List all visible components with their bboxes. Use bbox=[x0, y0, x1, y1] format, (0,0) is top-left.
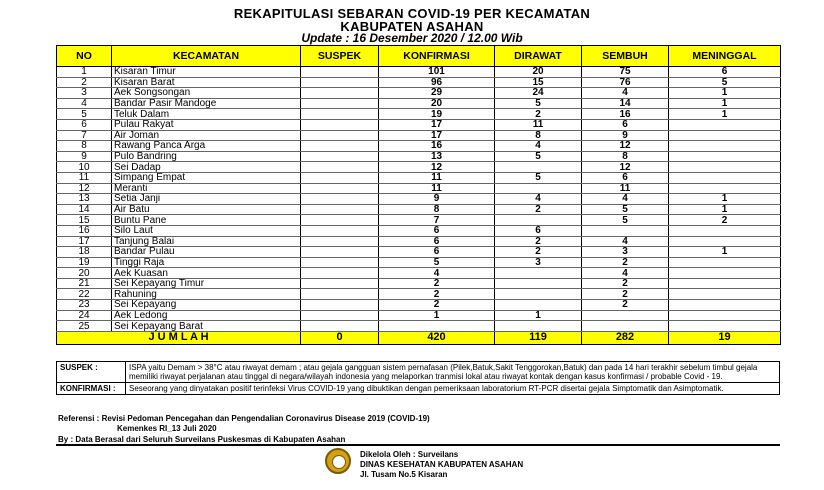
cell-meninggal bbox=[669, 268, 781, 279]
cell-kecamatan: Rawang Panca Arga bbox=[112, 141, 301, 152]
cell-suspek bbox=[301, 268, 379, 279]
table-row bbox=[57, 278, 781, 289]
table-row bbox=[57, 310, 781, 321]
cell-kecamatan: Kisaran Barat bbox=[112, 77, 301, 88]
cell-dirawat: 1 bbox=[495, 310, 582, 321]
table-row bbox=[57, 257, 781, 268]
update-timestamp: Update : 16 Desember 2020 / 12.00 Wib bbox=[301, 31, 523, 45]
cell-suspek bbox=[301, 77, 379, 88]
cell-dirawat: 5 bbox=[495, 172, 582, 183]
cell-suspek bbox=[301, 141, 379, 152]
cell-sembuh: 16 bbox=[582, 109, 669, 120]
cell-dirawat: 4 bbox=[495, 194, 582, 205]
cell-suspek bbox=[301, 194, 379, 205]
cell-no: 9 bbox=[57, 151, 112, 162]
table-row bbox=[57, 77, 781, 88]
table-row bbox=[57, 151, 781, 162]
cell-suspek bbox=[301, 119, 379, 130]
cell-kecamatan: Tinggi Raja bbox=[112, 257, 301, 268]
cell-sembuh: 8 bbox=[582, 151, 669, 162]
cell-sembuh: 12 bbox=[582, 162, 669, 173]
cell-kecamatan: Aek Songsongan bbox=[112, 88, 301, 99]
cell-meninggal bbox=[669, 310, 781, 321]
cell-no: 7 bbox=[57, 130, 112, 141]
cell-dirawat: 2 bbox=[495, 247, 582, 258]
cell-no: 19 bbox=[57, 257, 112, 268]
cell-konfirmasi: 7 bbox=[379, 215, 495, 226]
cell-no: 17 bbox=[57, 236, 112, 247]
cell-konfirmasi: 2 bbox=[379, 289, 495, 300]
table-row bbox=[57, 172, 781, 183]
cell-meninggal bbox=[669, 300, 781, 311]
cell-sembuh: 6 bbox=[582, 119, 669, 130]
cell-konfirmasi: 16 bbox=[379, 141, 495, 152]
definition-row-konfirmasi bbox=[57, 383, 780, 395]
cell-kecamatan: Bandar Pulau bbox=[112, 247, 301, 258]
cell-no: 3 bbox=[57, 88, 112, 99]
cell-dirawat: 24 bbox=[495, 88, 582, 99]
table-row bbox=[57, 247, 781, 258]
cell-dirawat: 20 bbox=[495, 67, 582, 78]
total-dirawat: 119 bbox=[495, 331, 582, 344]
cell-kecamatan: Pulau Rakyat bbox=[112, 119, 301, 130]
cell-sembuh: 4 bbox=[582, 194, 669, 205]
cell-dirawat bbox=[495, 215, 582, 226]
cell-suspek bbox=[301, 289, 379, 300]
cell-konfirmasi: 101 bbox=[379, 67, 495, 78]
cell-konfirmasi: 2 bbox=[379, 278, 495, 289]
cell-meninggal: 1 bbox=[669, 98, 781, 109]
cell-konfirmasi: 6 bbox=[379, 225, 495, 236]
cell-suspek bbox=[301, 88, 379, 99]
cell-meninggal bbox=[669, 236, 781, 247]
cell-suspek bbox=[301, 236, 379, 247]
cell-dirawat bbox=[495, 321, 582, 332]
cell-konfirmasi: 2 bbox=[379, 300, 495, 311]
col-header-meninggal: MENINGGAL bbox=[669, 46, 781, 67]
cell-kecamatan: Kisaran Timur bbox=[112, 67, 301, 78]
divider-line bbox=[56, 444, 780, 446]
footer-address: Jl. Tusam No.5 Kisaran bbox=[360, 470, 448, 479]
cell-kecamatan: Bandar Pasir Mandoge bbox=[112, 98, 301, 109]
table-row bbox=[57, 321, 781, 332]
cell-sembuh: 14 bbox=[582, 98, 669, 109]
cell-sembuh: 5 bbox=[582, 204, 669, 215]
col-header-suspek: SUSPEK bbox=[301, 46, 379, 67]
cell-dirawat: 11 bbox=[495, 119, 582, 130]
table-row bbox=[57, 268, 781, 279]
cell-suspek bbox=[301, 151, 379, 162]
cell-sembuh: 3 bbox=[582, 247, 669, 258]
cell-meninggal bbox=[669, 257, 781, 268]
cell-meninggal: 1 bbox=[669, 247, 781, 258]
cell-konfirmasi: 96 bbox=[379, 77, 495, 88]
cell-kecamatan: Aek Ledong bbox=[112, 310, 301, 321]
definition-row-suspek bbox=[57, 362, 780, 383]
dinas-kesehatan-logo-icon bbox=[325, 448, 351, 474]
cell-sembuh: 4 bbox=[582, 268, 669, 279]
cell-kecamatan: Sei Dadap bbox=[112, 162, 301, 173]
cell-suspek bbox=[301, 278, 379, 289]
cell-meninggal: 6 bbox=[669, 67, 781, 78]
table-header-row bbox=[57, 46, 781, 67]
reference-line: Referensi : Revisi Pedoman Pencegahan dan Pengendalian Coronavirus Disease 2019 (COVID-19) bbox=[58, 414, 430, 423]
cell-suspek bbox=[301, 300, 379, 311]
cell-no: 18 bbox=[57, 247, 112, 258]
cell-konfirmasi: 17 bbox=[379, 119, 495, 130]
cell-meninggal bbox=[669, 289, 781, 300]
cell-konfirmasi: 11 bbox=[379, 183, 495, 194]
cell-sembuh bbox=[582, 321, 669, 332]
cell-no: 13 bbox=[57, 194, 112, 205]
cell-sembuh: 2 bbox=[582, 257, 669, 268]
cell-dirawat: 6 bbox=[495, 225, 582, 236]
cell-no: 1 bbox=[57, 67, 112, 78]
cell-kecamatan: Sei Kepayang bbox=[112, 300, 301, 311]
reference-source: Kemenkes RI_13 Juli 2020 bbox=[117, 424, 217, 433]
cell-kecamatan: Aek Kuasan bbox=[112, 268, 301, 279]
total-row bbox=[57, 331, 781, 344]
cell-konfirmasi: 6 bbox=[379, 236, 495, 247]
footer-managed-by: Dikelola Oleh : Surveilans bbox=[360, 450, 459, 459]
col-header-kecamatan: KECAMATAN bbox=[112, 46, 301, 67]
cell-no: 2 bbox=[57, 77, 112, 88]
cell-sembuh: 12 bbox=[582, 141, 669, 152]
cell-dirawat: 4 bbox=[495, 141, 582, 152]
table-row bbox=[57, 236, 781, 247]
cell-dirawat bbox=[495, 162, 582, 173]
cell-dirawat: 8 bbox=[495, 130, 582, 141]
table-row bbox=[57, 289, 781, 300]
cell-suspek bbox=[301, 225, 379, 236]
cell-konfirmasi: 11 bbox=[379, 172, 495, 183]
table-row bbox=[57, 225, 781, 236]
table-row bbox=[57, 67, 781, 78]
cell-konfirmasi: 29 bbox=[379, 88, 495, 99]
total-konfirmasi: 420 bbox=[379, 331, 495, 344]
table-row bbox=[57, 141, 781, 152]
cell-dirawat bbox=[495, 268, 582, 279]
table-row bbox=[57, 109, 781, 120]
cell-kecamatan: Buntu Pane bbox=[112, 215, 301, 226]
cell-konfirmasi: 12 bbox=[379, 162, 495, 173]
cell-no: 5 bbox=[57, 109, 112, 120]
table-row bbox=[57, 215, 781, 226]
table-row bbox=[57, 88, 781, 99]
table-row bbox=[57, 204, 781, 215]
cell-dirawat: 2 bbox=[495, 204, 582, 215]
cell-kecamatan: Air Batu bbox=[112, 204, 301, 215]
report-subtitle: KABUPATEN ASAHAN bbox=[340, 19, 484, 34]
cell-dirawat: 3 bbox=[495, 257, 582, 268]
col-header-konfirmasi: KONFIRMASI bbox=[379, 46, 495, 67]
cell-kecamatan: Tanjung Balai bbox=[112, 236, 301, 247]
cell-meninggal bbox=[669, 172, 781, 183]
cell-meninggal bbox=[669, 141, 781, 152]
suspek-definition: ISPA yaitu Demam > 38°C atau riwayat demam ; atau gejala gangguan sistem pernafasan (Pilek,Batuk,Sakit Tenggorokan,Batuk) dan pada 14 hari terakhir sebelum timbul gejala memiliki riwayat perjalanan atau tinggal di negara/wilayah indonesia yang melaporkan tranmisi lokal atau riwayat kontak dengan kasus konfirmasi / probable Covid - 19. bbox=[126, 362, 780, 383]
cell-no: 10 bbox=[57, 162, 112, 173]
cell-no: 23 bbox=[57, 300, 112, 311]
cell-konfirmasi: 20 bbox=[379, 98, 495, 109]
footer-agency: DINAS KESEHATAN KABUPATEN ASAHAN bbox=[360, 460, 524, 469]
cell-no: 14 bbox=[57, 204, 112, 215]
total-meninggal: 19 bbox=[669, 331, 781, 344]
cell-no: 4 bbox=[57, 98, 112, 109]
cell-dirawat bbox=[495, 289, 582, 300]
cell-suspek bbox=[301, 130, 379, 141]
cell-suspek bbox=[301, 162, 379, 173]
cell-sembuh: 4 bbox=[582, 236, 669, 247]
cell-suspek bbox=[301, 257, 379, 268]
col-header-sembuh: SEMBUH bbox=[582, 46, 669, 67]
cell-kecamatan: Pulo Bandring bbox=[112, 151, 301, 162]
cell-meninggal bbox=[669, 183, 781, 194]
cell-sembuh: 6 bbox=[582, 172, 669, 183]
cell-suspek bbox=[301, 172, 379, 183]
cell-suspek bbox=[301, 183, 379, 194]
cell-kecamatan: Air Joman bbox=[112, 130, 301, 141]
cell-konfirmasi: 8 bbox=[379, 204, 495, 215]
cell-no: 8 bbox=[57, 141, 112, 152]
table-row bbox=[57, 183, 781, 194]
cell-sembuh: 2 bbox=[582, 289, 669, 300]
cell-suspek bbox=[301, 204, 379, 215]
cell-sembuh: 4 bbox=[582, 88, 669, 99]
cell-meninggal: 1 bbox=[669, 109, 781, 120]
cell-kecamatan: Simpang Empat bbox=[112, 172, 301, 183]
cell-kecamatan: Rahuning bbox=[112, 289, 301, 300]
cell-konfirmasi: 9 bbox=[379, 194, 495, 205]
cell-meninggal bbox=[669, 225, 781, 236]
table-body bbox=[57, 67, 781, 332]
cell-dirawat: 2 bbox=[495, 109, 582, 120]
cell-meninggal bbox=[669, 278, 781, 289]
total-suspek: 0 bbox=[301, 331, 379, 344]
cell-meninggal: 1 bbox=[669, 88, 781, 99]
table-row bbox=[57, 130, 781, 141]
cell-no: 6 bbox=[57, 119, 112, 130]
cell-konfirmasi bbox=[379, 321, 495, 332]
cell-kecamatan: Sei Kepayang Barat bbox=[112, 321, 301, 332]
cell-sembuh: 76 bbox=[582, 77, 669, 88]
cell-suspek bbox=[301, 310, 379, 321]
cell-sembuh: 2 bbox=[582, 278, 669, 289]
cell-dirawat: 2 bbox=[495, 236, 582, 247]
cell-suspek bbox=[301, 247, 379, 258]
cell-kecamatan: Teluk Dalam bbox=[112, 109, 301, 120]
cell-no: 11 bbox=[57, 172, 112, 183]
covid-recap-table bbox=[56, 45, 781, 345]
cell-meninggal bbox=[669, 151, 781, 162]
cell-dirawat: 15 bbox=[495, 77, 582, 88]
cell-no: 25 bbox=[57, 321, 112, 332]
cell-no: 12 bbox=[57, 183, 112, 194]
cell-meninggal: 5 bbox=[669, 77, 781, 88]
cell-dirawat bbox=[495, 183, 582, 194]
suspek-label: SUSPEK : bbox=[57, 362, 126, 383]
total-sembuh: 282 bbox=[582, 331, 669, 344]
cell-suspek bbox=[301, 98, 379, 109]
cell-no: 22 bbox=[57, 289, 112, 300]
total-label: J U M L A H bbox=[57, 331, 301, 344]
cell-meninggal: 1 bbox=[669, 194, 781, 205]
cell-kecamatan: Setia Janji bbox=[112, 194, 301, 205]
cell-suspek bbox=[301, 67, 379, 78]
cell-konfirmasi: 5 bbox=[379, 257, 495, 268]
table-row bbox=[57, 300, 781, 311]
cell-sembuh: 75 bbox=[582, 67, 669, 78]
konfirmasi-definition: Seseorang yang dinyatakan positif terinfeksi Virus COVID-19 yang dibuktikan dengan pemeriksaan laboratorium RT-PCR disertai gejala Simptomatik dan Asimptomatik. bbox=[126, 383, 780, 395]
cell-dirawat bbox=[495, 278, 582, 289]
cell-meninggal bbox=[669, 130, 781, 141]
cell-sembuh bbox=[582, 310, 669, 321]
cell-kecamatan: Silo Laut bbox=[112, 225, 301, 236]
cell-kecamatan: Sei Kepayang Timur bbox=[112, 278, 301, 289]
cell-dirawat bbox=[495, 300, 582, 311]
cell-meninggal: 2 bbox=[669, 215, 781, 226]
col-header-no: NO bbox=[57, 46, 112, 67]
report-title: REKAPITULASI SEBARAN COVID-19 PER KECAMATAN bbox=[233, 6, 591, 21]
table-row bbox=[57, 194, 781, 205]
cell-konfirmasi: 13 bbox=[379, 151, 495, 162]
cell-no: 24 bbox=[57, 310, 112, 321]
cell-sembuh: 9 bbox=[582, 130, 669, 141]
cell-no: 15 bbox=[57, 215, 112, 226]
cell-suspek bbox=[301, 109, 379, 120]
cell-no: 16 bbox=[57, 225, 112, 236]
table-row bbox=[57, 98, 781, 109]
cell-konfirmasi: 17 bbox=[379, 130, 495, 141]
cell-konfirmasi: 6 bbox=[379, 247, 495, 258]
konfirmasi-label: KONFIRMASI : bbox=[57, 383, 126, 395]
cell-sembuh: 2 bbox=[582, 300, 669, 311]
cell-suspek bbox=[301, 321, 379, 332]
cell-meninggal bbox=[669, 119, 781, 130]
cell-konfirmasi: 4 bbox=[379, 268, 495, 279]
cell-konfirmasi: 1 bbox=[379, 310, 495, 321]
definitions-table bbox=[56, 361, 780, 395]
cell-suspek bbox=[301, 215, 379, 226]
data-source-line: By : Data Berasal dari Seluruh Surveilans Puskesmas di Kabupaten Asahan bbox=[58, 435, 346, 444]
cell-meninggal bbox=[669, 321, 781, 332]
cell-sembuh: 5 bbox=[582, 215, 669, 226]
cell-konfirmasi: 19 bbox=[379, 109, 495, 120]
cell-sembuh: 11 bbox=[582, 183, 669, 194]
cell-dirawat: 5 bbox=[495, 98, 582, 109]
table-row bbox=[57, 119, 781, 130]
cell-no: 21 bbox=[57, 278, 112, 289]
table-row bbox=[57, 162, 781, 173]
cell-no: 20 bbox=[57, 268, 112, 279]
col-header-dirawat: DIRAWAT bbox=[495, 46, 582, 67]
cell-sembuh bbox=[582, 225, 669, 236]
cell-dirawat: 5 bbox=[495, 151, 582, 162]
cell-meninggal bbox=[669, 162, 781, 173]
cell-meninggal: 1 bbox=[669, 204, 781, 215]
cell-kecamatan: Meranti bbox=[112, 183, 301, 194]
